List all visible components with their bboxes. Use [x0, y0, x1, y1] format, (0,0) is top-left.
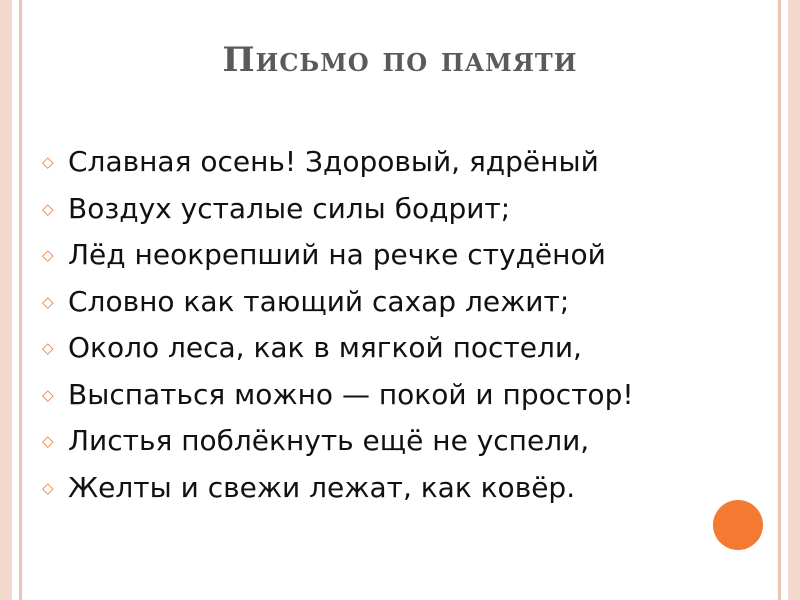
diamond-outline-icon: ◇: [42, 292, 54, 311]
poem-line: [42, 375, 634, 422]
poem-lines: [42, 142, 634, 514]
poem-line: [42, 235, 634, 282]
poem-line-text: Лёд неокрепший на речке студёной: [68, 238, 606, 271]
poem-line-text: Листья поблёкнуть ещё не успели,: [68, 424, 590, 457]
poem-line: [42, 328, 634, 375]
right-decorative-band: [788, 0, 800, 600]
diamond-outline-icon: ◇: [42, 153, 54, 171]
diamond-outline-icon: ◇: [42, 199, 54, 218]
poem-line: [42, 468, 634, 515]
poem-line: [42, 189, 634, 236]
poem-line: [42, 142, 634, 189]
diamond-outline-icon: ◇: [42, 432, 54, 450]
slide-title: Письмо по памяти: [222, 40, 578, 80]
left-decorative-line: [19, 0, 22, 600]
poem-line-text: Выспаться можно — покой и простор!: [68, 377, 634, 411]
poem-line: [42, 421, 634, 468]
diamond-outline-icon: ◇: [42, 385, 54, 404]
poem-line-text: Около леса, как в мягкой постели,: [68, 331, 582, 364]
poem-line-text: Желты и свежи лежат, как ковёр.: [68, 470, 576, 504]
poem-line-text: Воздух усталые силы бодрит;: [68, 191, 511, 225]
diamond-outline-icon: ◇: [42, 478, 54, 497]
poem-line-text: Славная осень! Здоровый, ядрёный: [68, 145, 599, 178]
left-decorative-band: [0, 0, 12, 600]
diamond-outline-icon: ◇: [42, 246, 54, 264]
right-decorative-line: [778, 0, 781, 600]
orange-circle-decoration: [713, 500, 763, 550]
poem-line-text: Словно как тающий сахар лежит;: [68, 284, 570, 318]
diamond-outline-icon: ◇: [42, 339, 54, 357]
poem-line: [42, 282, 634, 329]
